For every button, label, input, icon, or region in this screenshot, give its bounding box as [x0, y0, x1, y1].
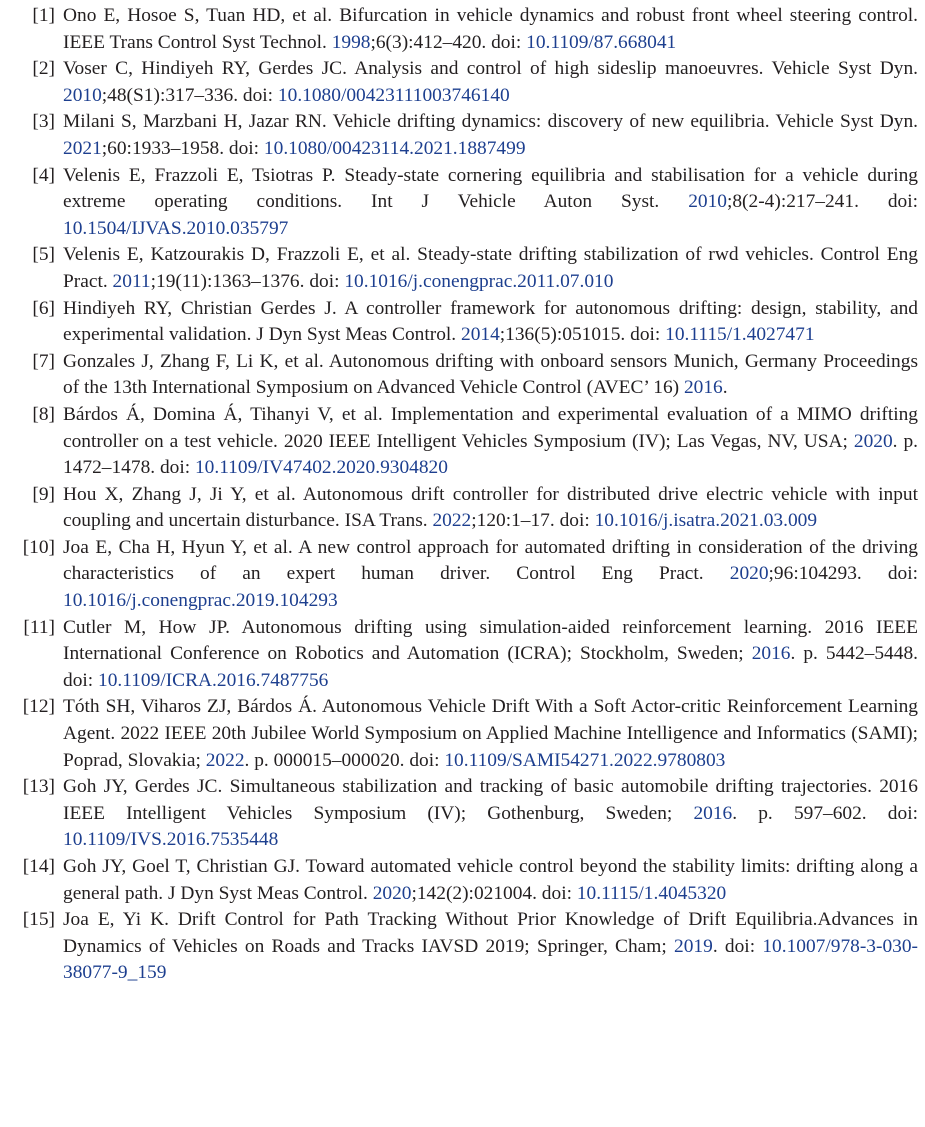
- reference-year-link[interactable]: 2014: [461, 324, 500, 346]
- reference-details: ;8(2-4):217–241. doi:: [726, 191, 918, 213]
- reference-doi-link[interactable]: 10.1109/IVS.2016.7535448: [63, 829, 279, 851]
- reference-entry: [0, 615, 918, 695]
- reference-details: ;142(2):021004. doi:: [411, 882, 577, 904]
- reference-details: . p. 5442–5448. doi:: [63, 643, 918, 691]
- reference-entry: [0, 163, 918, 243]
- reference-text: [63, 296, 918, 349]
- reference-doi-link[interactable]: 10.1080/00423114.2021.1887499: [263, 137, 526, 159]
- reference-citation: Joa E, Cha H, Hyun Y, et al. A new control approach for automated drifting in consideration of the driving characteristics of an expert human driver. Control Eng Pract.: [63, 536, 918, 585]
- reference-number: [4]: [32, 164, 55, 186]
- reference-citation: Bárdos Á, Domina Á, Tihanyi V, et al. Implementation and experimental evaluation of a MIMO drifting controller on a test vehicle. 2020 IEEE Intelligent Vehicles Symposium (IV); Las Vegas, NV, USA;: [63, 403, 918, 452]
- reference-details: ;48(S1):317–336. doi:: [101, 84, 278, 106]
- reference-doi-link[interactable]: 10.1016/j.conengprac.2011.07.010: [344, 270, 614, 292]
- reference-year-link[interactable]: 2011: [112, 270, 151, 292]
- reference-details: . p. 597–602. doi:: [732, 802, 918, 824]
- reference-details: ;136(5):051015. doi:: [499, 324, 666, 346]
- reference-year-link[interactable]: 2020: [853, 430, 893, 452]
- reference-details: . doi:: [712, 935, 763, 957]
- reference-number: [5]: [32, 244, 55, 266]
- reference-doi-link[interactable]: 10.1115/1.4027471: [665, 324, 815, 346]
- reference-number: [9]: [32, 483, 55, 505]
- reference-year-link[interactable]: 2020: [729, 563, 769, 585]
- reference-doi-link[interactable]: 10.1109/ICRA.2016.7487756: [98, 669, 329, 691]
- reference-citation: Hou X, Zhang J, Ji Y, et al. Autonomous drift controller for distributed drive electric vehicle with input coupling and uncertain disturbance. ISA Trans.: [63, 483, 918, 532]
- reference-entry: [0, 907, 918, 987]
- reference-text: [63, 774, 918, 854]
- reference-entry: [0, 402, 918, 482]
- reference-year-link[interactable]: 2016: [683, 377, 723, 399]
- reference-text: [63, 242, 918, 295]
- reference-text: [63, 109, 918, 162]
- reference-text: [63, 854, 918, 907]
- reference-entry: [0, 296, 918, 349]
- reference-text: [63, 535, 918, 615]
- reference-doi-link[interactable]: 10.1016/j.isatra.2021.03.009: [594, 510, 818, 532]
- reference-entry: [0, 774, 918, 854]
- reference-year-link[interactable]: 2021: [63, 137, 102, 159]
- reference-year-link[interactable]: 2019: [674, 935, 713, 957]
- reference-citation: Goh JY, Gerdes JC. Simultaneous stabilization and tracking of basic automobile drifting trajectories. 2016 IEEE Intelligent Vehicles Symposium (IV); Gothenburg, Sweden;: [63, 776, 918, 824]
- reference-list: [0, 3, 918, 987]
- reference-text: [63, 615, 918, 695]
- reference-details: . p. 1472–1478. doi:: [63, 430, 918, 479]
- reference-number: [7]: [32, 350, 55, 372]
- reference-number: [3]: [32, 111, 55, 133]
- reference-number: [2]: [32, 58, 55, 80]
- reference-text: [63, 349, 918, 402]
- reference-details: .: [722, 377, 728, 399]
- reference-details: ;60:1933–1958. doi:: [101, 137, 264, 159]
- reference-entry: [0, 109, 918, 162]
- reference-number: [11]: [23, 616, 55, 638]
- reference-entry: [0, 242, 918, 295]
- reference-text: [63, 694, 918, 774]
- reference-entry: [0, 854, 918, 907]
- reference-number: [13]: [22, 776, 55, 798]
- reference-entry: [0, 694, 918, 774]
- reference-citation: Gonzales J, Zhang F, Li K, et al. Autonomous drifting with onboard sensors Munich, Germany Proceedings of the 13th International Symposium on Advanced Vehicle Control (AVEC’ 16): [63, 350, 918, 399]
- reference-doi-link[interactable]: 10.1109/IV47402.2020.9304820: [194, 457, 448, 479]
- reference-citation: Hindiyeh RY, Christian Gerdes J. A controller framework for autonomous drifting: design, stability, and experimental validation. J Dyn Syst Meas Control.: [63, 297, 918, 346]
- reference-number: [15]: [22, 909, 55, 931]
- reference-year-link[interactable]: 2016: [693, 802, 733, 824]
- reference-citation: Goh JY, Goel T, Christian GJ. Toward automated vehicle control beyond the stability limits: drifting along a general path. J Dyn Syst Meas Control.: [63, 856, 918, 904]
- reference-year-link[interactable]: 2022: [432, 510, 472, 532]
- reference-entry: [0, 349, 918, 402]
- reference-year-link[interactable]: 2020: [372, 882, 412, 904]
- reference-number: [6]: [32, 297, 55, 319]
- reference-year-link[interactable]: 2010: [688, 191, 727, 213]
- reference-details: ;120:1–17. doi:: [471, 510, 595, 532]
- reference-entry: [0, 3, 918, 56]
- reference-details: ;6(3):412–420. doi:: [370, 31, 527, 53]
- reference-text: [63, 163, 918, 243]
- reference-doi-link[interactable]: 10.1115/1.4045320: [576, 882, 727, 904]
- reference-details: ;19(11):1363–1376. doi:: [150, 270, 345, 292]
- reference-text: [63, 482, 918, 535]
- reference-doi-link[interactable]: 10.1016/j.conengprac.2019.104293: [63, 590, 338, 612]
- reference-citation: Joa E, Yi K. Drift Control for Path Tracking Without Prior Knowledge of Drift Equilibria.Advances in Dynamics of Vehicles on Roads and Tracks IAVSD 2019; Springer, Cham;: [63, 909, 918, 957]
- reference-entry: [0, 56, 918, 109]
- reference-year-link[interactable]: 2022: [205, 749, 245, 771]
- reference-citation: Voser C, Hindiyeh RY, Gerdes JC. Analysis and control of high sideslip manoeuvres. Vehicle Syst Dyn.: [63, 58, 918, 80]
- reference-text: [63, 907, 918, 987]
- reference-text: [63, 3, 918, 56]
- reference-citation: Cutler M, How JP. Autonomous drifting using simulation-aided reinforcement learning. 2016 IEEE International Conference on Robotics and Automation (ICRA); Stockholm, Sweden;: [63, 616, 918, 665]
- reference-number: [1]: [32, 5, 55, 26]
- reference-number: [10]: [22, 536, 55, 558]
- reference-doi-link[interactable]: 10.1109/SAMI54271.2022.9780803: [444, 749, 726, 771]
- reference-doi-link[interactable]: 10.1109/87.668041: [526, 31, 677, 53]
- reference-year-link[interactable]: 2016: [751, 643, 791, 665]
- reference-doi-link[interactable]: 10.1007/978-3-030-38077-9_159: [63, 935, 918, 984]
- reference-year-link[interactable]: 1998: [331, 31, 371, 53]
- reference-details: . p. 000015–000020. doi:: [244, 749, 445, 771]
- reference-number: [14]: [22, 856, 55, 877]
- reference-number: [12]: [22, 696, 55, 718]
- reference-citation: Tóth SH, Viharos ZJ, Bárdos Á. Autonomous Vehicle Drift With a Soft Actor-critic Reinforcement Learning Agent. 2022 IEEE 20th Jubilee World Symposium on Applied Machine Intelligence and Informatics (SAMI); Poprad, Slovakia;: [63, 696, 918, 771]
- reference-text: [63, 56, 918, 109]
- reference-citation: Velenis E, Frazzoli E, Tsiotras P. Steady-state cornering equilibria and stabilisation for a vehicle during extreme operating conditions. Int J Vehicle Auton Syst.: [63, 164, 918, 213]
- reference-citation: Milani S, Marzbani H, Jazar RN. Vehicle drifting dynamics: discovery of new equilibria. Vehicle Syst Dyn.: [63, 111, 918, 133]
- reference-entry: [0, 482, 918, 535]
- reference-text: [63, 402, 918, 482]
- reference-doi-link[interactable]: 10.1080/00423111003746140: [277, 84, 510, 106]
- reference-number: [8]: [32, 403, 55, 425]
- reference-entry: [0, 535, 918, 615]
- reference-details: ;96:104293. doi:: [768, 563, 919, 585]
- reference-doi-link[interactable]: 10.1504/IJVAS.2010.035797: [63, 217, 289, 239]
- reference-citation: Ono E, Hosoe S, Tuan HD, et al. Bifurcation in vehicle dynamics and robust front wheel steering control. IEEE Trans Control Syst Technol.: [63, 5, 918, 53]
- reference-citation: Velenis E, Katzourakis D, Frazzoli E, et al. Steady-state drifting stabilization of rwd vehicles. Control Eng Pract.: [63, 244, 918, 292]
- reference-year-link[interactable]: 2010: [63, 84, 102, 106]
